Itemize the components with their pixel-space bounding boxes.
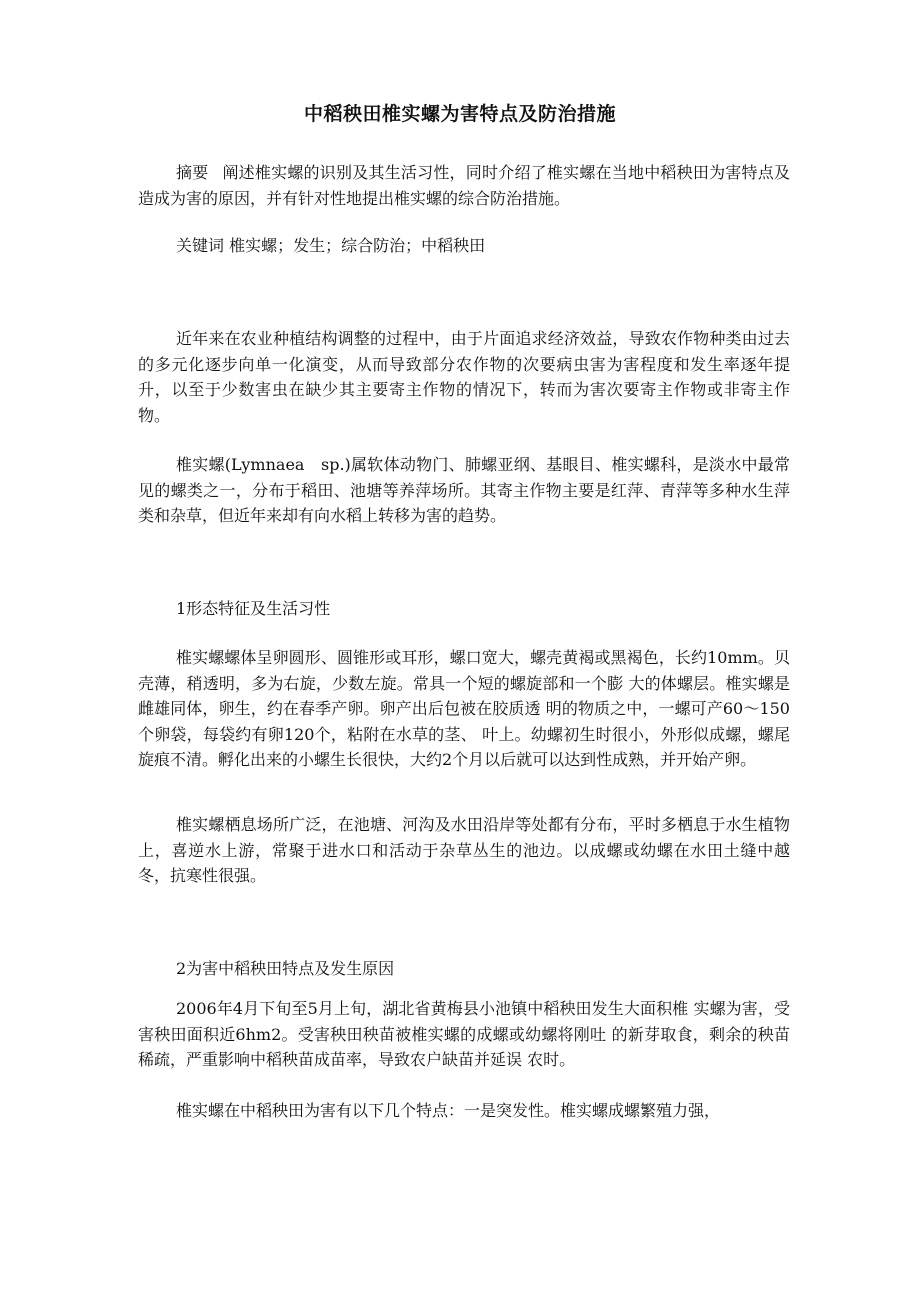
section-2-paragraph-1: 2006年4月下旬至5月上旬，湖北省黄梅县小池镇中稻秧田发生大面积椎 实螺为害，受害秧田面积近6hm2。受害秧田秧苗被椎实螺的成螺或幼螺将刚吐 的新芽取食，剩余的秧苗稀疏，严重影响中稻秧苗成苗率，导致农户缺苗并延误 农时。 (138, 999, 790, 1069)
abstract-label: 摘要 (176, 163, 209, 182)
abstract-text: 阐述椎实螺的识别及其生活习性，同时介绍了椎实螺在当地中稻秧田为害特点及造成为害的原因，并有针对性地提出椎实螺的综合防治措施。 (138, 163, 790, 208)
intro-paragraph-1: 近年来在农业种植结构调整的过程中，由于片面追求经济效益，导致农作物种类由过去的多元化逐步向单一化演变，从而导致部分农作物的次要病虫害为害程度和发生率逐年提升，以至于少数害虫在缺少其主要寄主作物的情况下，转而为害次要寄主作物或非寄主作物。 (138, 329, 790, 425)
intro-paragraph-2: 椎实螺(Lymnaea sp.)属软体动物门、肺螺亚纲、基眼目、椎实螺科，是淡水中最常见的螺类之一，分布于稻田、池塘等养萍场所。其寄主作物主要是红萍、青萍等多种水生萍类和杂草，但近年来却有向水稻上转移为害的趋势。 (138, 455, 790, 525)
section-2-paragraph-2: 椎实螺在中稻秧田为害有以下几个特点：一是突发性。椎实螺成螺繁殖力强， (176, 1101, 721, 1120)
section-1-paragraph-1: 椎实螺螺体呈卵圆形、圆锥形或耳形，螺口宽大，螺壳黄褐或黑褐色，长约10mm。贝壳薄，稍透明，多为右旋，少数左旋。常具一个短的螺旋部和一个膨 大的体螺层。椎实螺是雌雄同体，卵生，约在春季产卵。卵产出后包被在胶质透 明的物质之中，一螺可产60～150个卵袋，每袋约有卵120个，粘附在水草的茎、 叶上。幼螺初生时很小，外形似成螺，螺尾旋痕不清。孵化出来的小螺生长很快，大约2个月以后就可以达到性成熟，并开始产卵。 (138, 648, 790, 769)
section-1-paragraph-2: 椎实螺栖息场所广泛，在池塘、河沟及水田沿岸等处都有分布，平时多栖息于水生植物上，喜逆水上游，常聚于进水口和活动于杂草丛生的池边。以成螺或幼螺在水田土缝中越冬，抗寒性很强。 (138, 815, 790, 885)
section-1-heading: 1形态特征及生活习性 (176, 599, 331, 618)
section-2-heading: 2为害中稻秧田特点及发生原因 (176, 959, 395, 978)
abstract-paragraph (138, 160, 790, 211)
keywords-line: 关键词 椎实螺；发生；综合防治；中稻秧田 (176, 236, 486, 255)
document-title: 中稻秧田椎实螺为害特点及防治措施 (303, 103, 616, 125)
